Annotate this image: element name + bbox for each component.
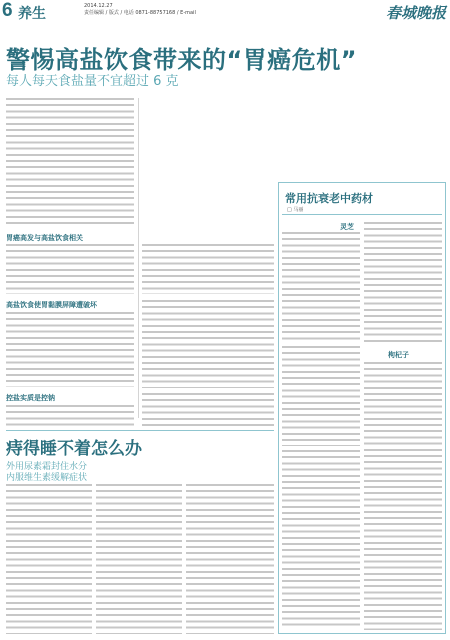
sidebar-text-5 <box>282 450 360 630</box>
article-body-col2 <box>142 244 274 294</box>
sidebar-text-2 <box>364 222 442 342</box>
sidebar-text-1 <box>282 232 360 342</box>
article2-col1 <box>6 484 92 634</box>
sidebar-item-lingzhi: 灵芝 <box>340 223 354 231</box>
article-body-col1d <box>6 405 134 431</box>
page-subheadline: 每人每天食盐量不宜超过 6 克 <box>6 74 179 89</box>
section-name: 养生 <box>18 6 46 22</box>
page-number: 6 <box>2 0 13 21</box>
article-body-col1c <box>6 312 134 387</box>
sidebar-text-3 <box>282 346 360 446</box>
masthead-editor: 责任编辑 / 版式 / 电话 0871-88757168 / E-mail <box>84 10 196 16</box>
article2-col3 <box>186 484 274 634</box>
sidebar-title: 常用抗衰老中药材 <box>285 192 373 205</box>
page-headline: 警惕高盐饮食带来的“胃癌危机” <box>6 46 358 74</box>
article2-subtitle-2: 内服维生素缓解症状 <box>6 473 88 483</box>
article2-subtitle-1: 外用尿素霜封住水分 <box>6 462 88 472</box>
masthead-date: 2014.12.27 <box>84 3 113 9</box>
subhead-sodium: 控盐实质是控钠 <box>6 394 55 402</box>
subhead-gastric: 胃癌高发与高盐饮食相关 <box>6 234 83 242</box>
article-body-col1b <box>6 244 134 294</box>
sidebar-item-goji: 枸杞子 <box>388 351 409 359</box>
sidebar-text-4 <box>364 362 442 630</box>
article-body-col2c <box>142 393 274 431</box>
masthead-meta <box>84 3 196 17</box>
article2-title: 痔得睡不着怎么办 <box>6 439 142 459</box>
subhead-mucosa: 高盐饮食使胃黏膜屏障遭破坏 <box>6 301 97 309</box>
newspaper-brand: 春城晚报 <box>385 4 446 22</box>
article-body-col2b <box>142 300 274 388</box>
sidebar-author: □ 马丽 <box>287 207 304 213</box>
article-body-col1 <box>6 98 134 228</box>
article2-col2 <box>96 484 182 634</box>
